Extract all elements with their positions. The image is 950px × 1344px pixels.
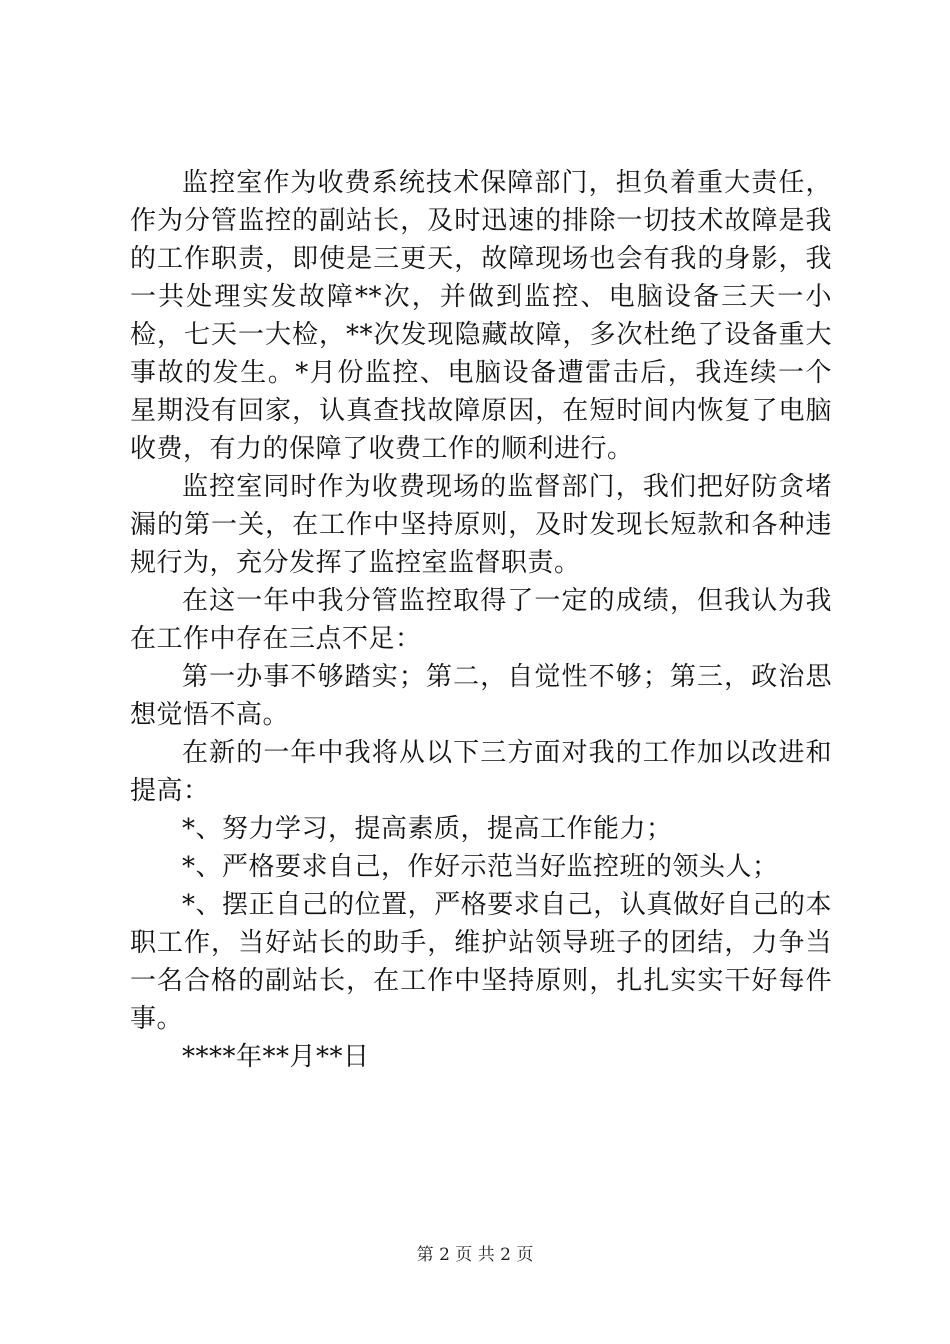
list-item-position: *、摆正自己的位置，严格要求自己，认真做好自己的本职工作，当好站长的助手，维护站领导班子的团结，力争当一名合格的副站长，在工作中坚持原则，扎扎实实干好每件事。 <box>130 890 832 1034</box>
paragraph-achievements: 在这一年中我分管监控取得了一定的成绩，但我认为我在工作中存在三点不足： <box>130 586 832 654</box>
paragraph-shortcomings: 第一办事不够踏实；第二，自觉性不够；第三，政治思想觉悟不高。 <box>130 662 832 730</box>
list-item-study: *、努力学习，提高素质，提高工作能力； <box>182 814 673 844</box>
page-footer: 第 2 页 共 2 页 <box>416 1245 534 1265</box>
document-date: ****年**月**日 <box>182 1042 370 1072</box>
paragraph-improvement-intro: 在新的一年中我将从以下三方面对我的工作加以改进和提高： <box>130 738 832 806</box>
paragraph-monitoring-duties: 监控室作为收费系统技术保障部门，担负着重大责任，作为分管监控的副站长，及时迅速的排除一切技术故障是我的工作职责，即使是三更天，故障现场也会有我的身影，我一共处理实发故障**次，并做到监控、电脑设备三天一小检，七天一大检，**次发现隐藏故障，多次杜绝了设备重大事故的发生。*月份监控、电脑设备遭雷击后，我连续一个星期没有回家，认真查找故障原因，在短时间内恢复了电脑收费，有力的保障了收费工作的顺利进行。 <box>130 168 832 464</box>
list-item-strict-requirements: *、严格要求自己，作好示范当好监控班的领头人； <box>182 852 779 882</box>
paragraph-supervision: 监控室同时作为收费现场的监督部门，我们把好防贪堵漏的第一关，在工作中坚持原则，及时发现长短款和各种违规行为，充分发挥了监控室监督职责。 <box>130 472 832 578</box>
document-body <box>130 164 832 1076</box>
